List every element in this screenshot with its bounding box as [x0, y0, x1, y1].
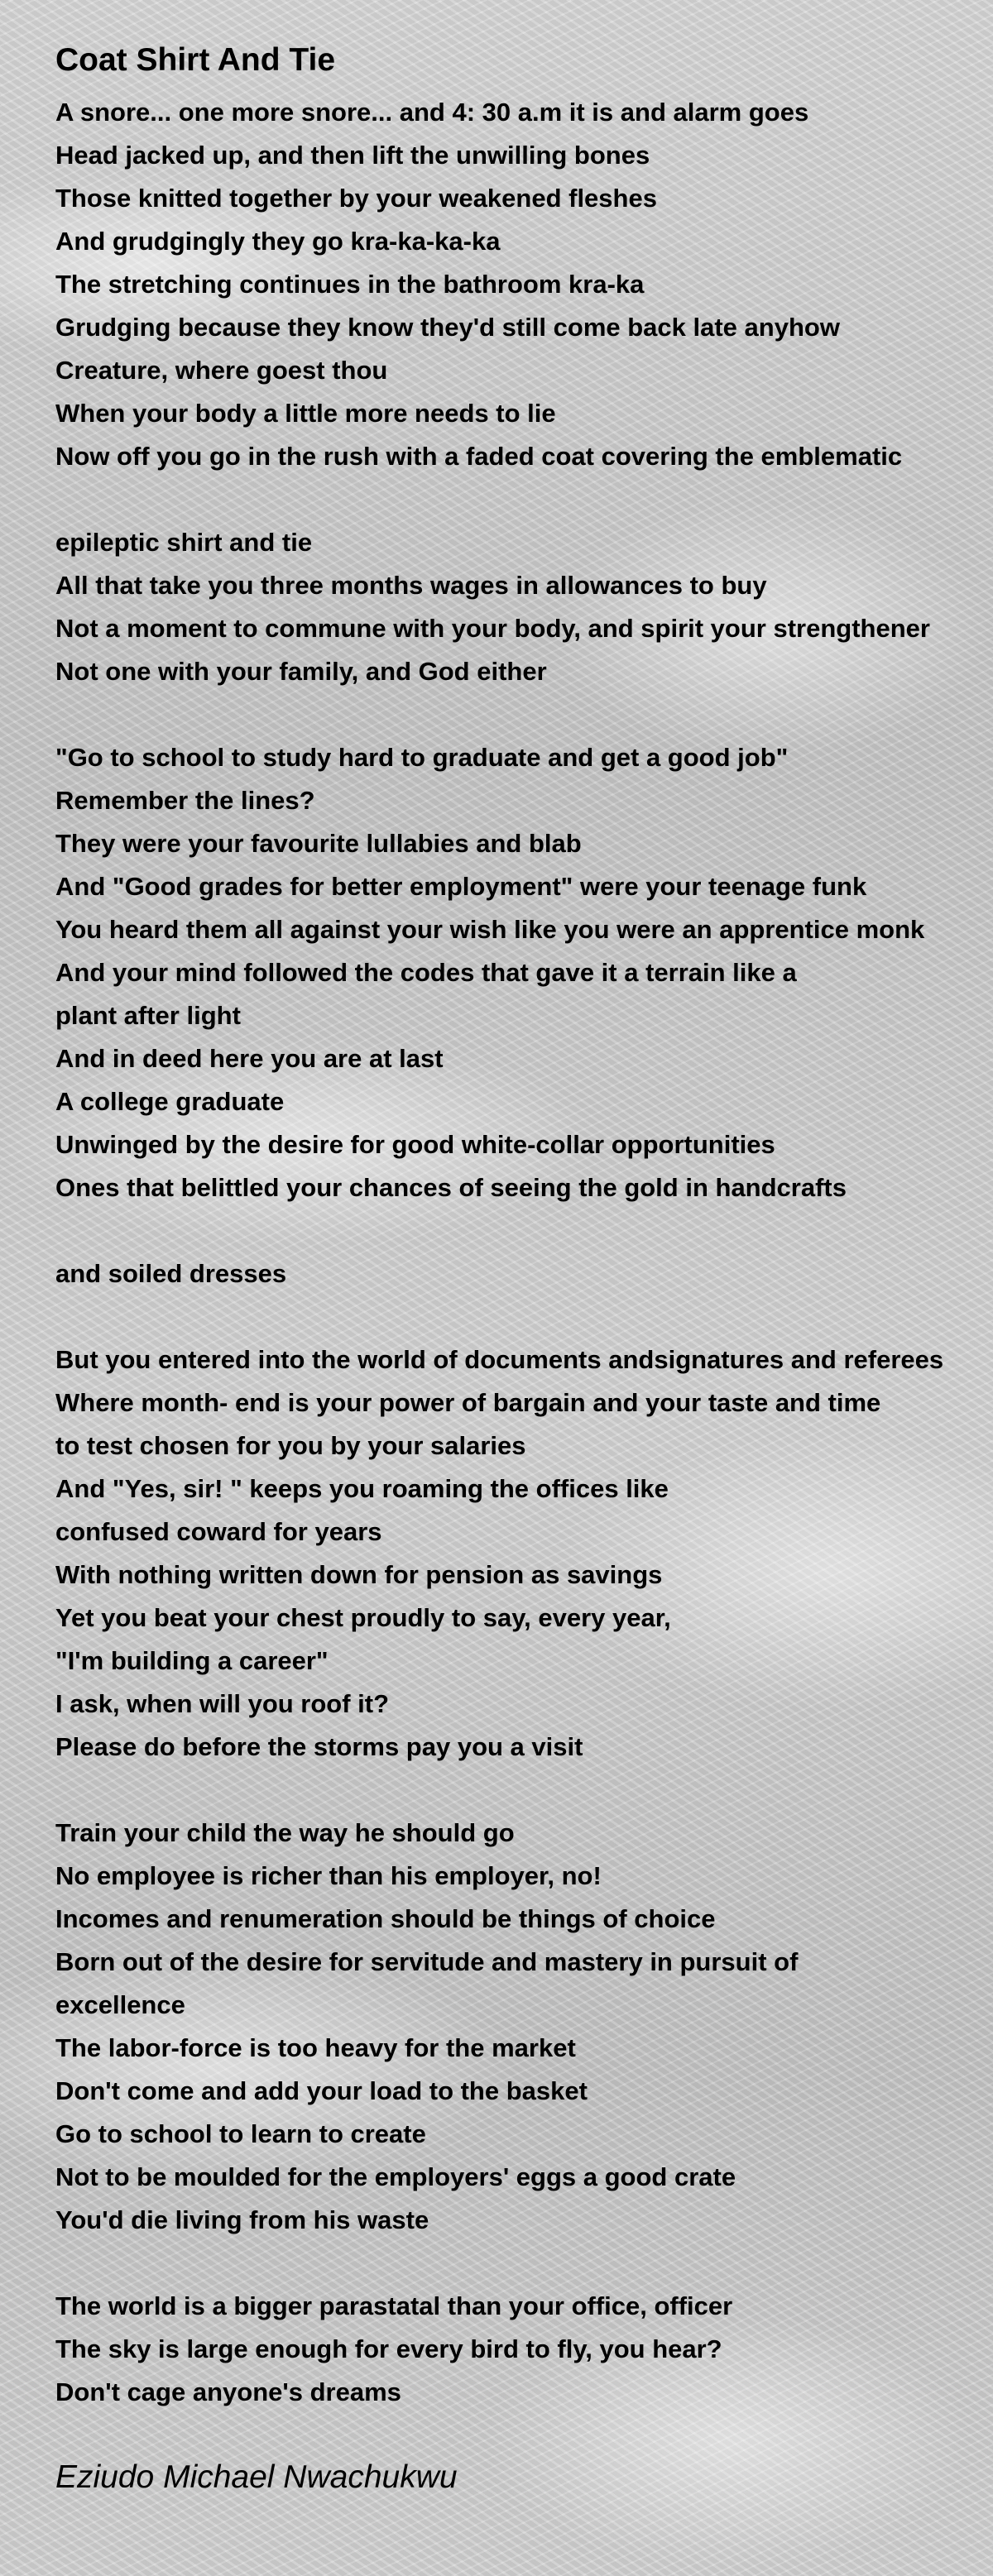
- poem-line: With nothing written down for pension as savings: [55, 1560, 663, 1589]
- poem-stanza: [55, 91, 986, 478]
- poem-line: And your mind followed the codes that gave it a terrain like a: [55, 958, 797, 987]
- poem-stanza: [55, 1812, 986, 2242]
- poem-line: Where month- end is your power of bargain and your taste and time: [55, 1388, 881, 1417]
- poem-line: Not to be moulded for the employers' eggs a good crate: [55, 2162, 736, 2191]
- poem-line: plant after light: [55, 1001, 241, 1030]
- poem-line: Unwinged by the desire for good white-collar opportunities: [55, 1130, 775, 1159]
- poem-line: All that take you three months wages in allowances to buy: [55, 571, 767, 600]
- poem-content: [55, 40, 986, 2498]
- poem-line: And "Good grades for better employment" were your teenage funk: [55, 872, 867, 901]
- poem-line: Not one with your family, and God either: [55, 657, 547, 686]
- poem-line: Head jacked up, and then lift the unwilling bones: [55, 141, 650, 170]
- poem-line: The world is a bigger parastatal than your office, officer: [55, 2291, 733, 2320]
- poem-line: The labor-force is too heavy for the market: [55, 2033, 576, 2062]
- poem-line: Now off you go in the rush with a faded coat covering the emblematic: [55, 442, 903, 471]
- poem-line: Creature, where goest thou: [55, 356, 388, 385]
- poem-line: I ask, when will you roof it?: [55, 1689, 390, 1718]
- poem-stanza: [55, 2285, 986, 2414]
- poem-line: Incomes and renumeration should be things of choice: [55, 1904, 716, 1933]
- poem-line: When your body a little more needs to lie: [55, 399, 556, 428]
- poem-line: But you entered into the world of documents andsignatures and referees: [55, 1345, 944, 1374]
- poem-line: excellence: [55, 1990, 185, 2019]
- poem-line: No employee is richer than his employer, no!: [55, 1861, 602, 1890]
- poem-title: Coat Shirt And Tie: [55, 42, 336, 78]
- poem-line: A college graduate: [55, 1087, 285, 1116]
- poem-line: Born out of the desire for servitude and mastery in pursuit of: [55, 1947, 799, 1976]
- poem-stanza: [55, 1338, 986, 1769]
- poem-line: "Go to school to study hard to graduate and get a good job": [55, 743, 789, 772]
- poem-author: Eziudo Michael Nwachukwu: [55, 2459, 458, 2495]
- poem-line: Don't cage anyone's dreams: [55, 2377, 401, 2406]
- poem-line: Not a moment to commune with your body, and spirit your strengthener: [55, 614, 930, 643]
- poem-line: epileptic shirt and tie: [55, 528, 313, 557]
- poem-line: The stretching continues in the bathroom kra-ka: [55, 270, 645, 299]
- poem-line: Those knitted together by your weakened fleshes: [55, 184, 657, 213]
- poem-stanza: [55, 1252, 986, 1295]
- poem-line: And "Yes, sir! " keeps you roaming the offices like: [55, 1474, 669, 1503]
- poem-line: Grudging because they know they'd still come back late anyhow: [55, 313, 840, 342]
- poem-line: Yet you beat your chest proudly to say, every year,: [55, 1603, 671, 1632]
- poem-line: They were your favourite lullabies and blab: [55, 829, 582, 858]
- poem-line: confused coward for years: [55, 1517, 382, 1546]
- poem-line: And grudgingly they go kra-ka-ka-ka: [55, 227, 501, 256]
- poem-line: Go to school to learn to create: [55, 2119, 426, 2148]
- poem-line: A snore... one more snore... and 4: 30 a.m it is and alarm goes: [55, 98, 809, 127]
- poem-stanza: [55, 521, 986, 693]
- poem-line: Please do before the storms pay you a visit: [55, 1732, 583, 1761]
- poem-stanza: [55, 736, 986, 1209]
- poem-line: "I'm building a career": [55, 1646, 329, 1675]
- poem-line: to test chosen for you by your salaries: [55, 1431, 526, 1460]
- poem-body: [55, 91, 986, 2414]
- poem-line: And in deed here you are at last: [55, 1044, 444, 1073]
- poem-line: The sky is large enough for every bird to fly, you hear?: [55, 2334, 722, 2363]
- poem-line: Train your child the way he should go: [55, 1818, 515, 1847]
- poem-line: Don't come and add your load to the basket: [55, 2076, 588, 2105]
- poem-line: You'd die living from his waste: [55, 2205, 429, 2234]
- poem-line: Ones that belittled your chances of seeing the gold in handcrafts: [55, 1173, 847, 1202]
- poem-line: You heard them all against your wish like you were an apprentice monk: [55, 915, 925, 944]
- poem-line: Remember the lines?: [55, 786, 315, 815]
- poem-line: and soiled dresses: [55, 1259, 287, 1288]
